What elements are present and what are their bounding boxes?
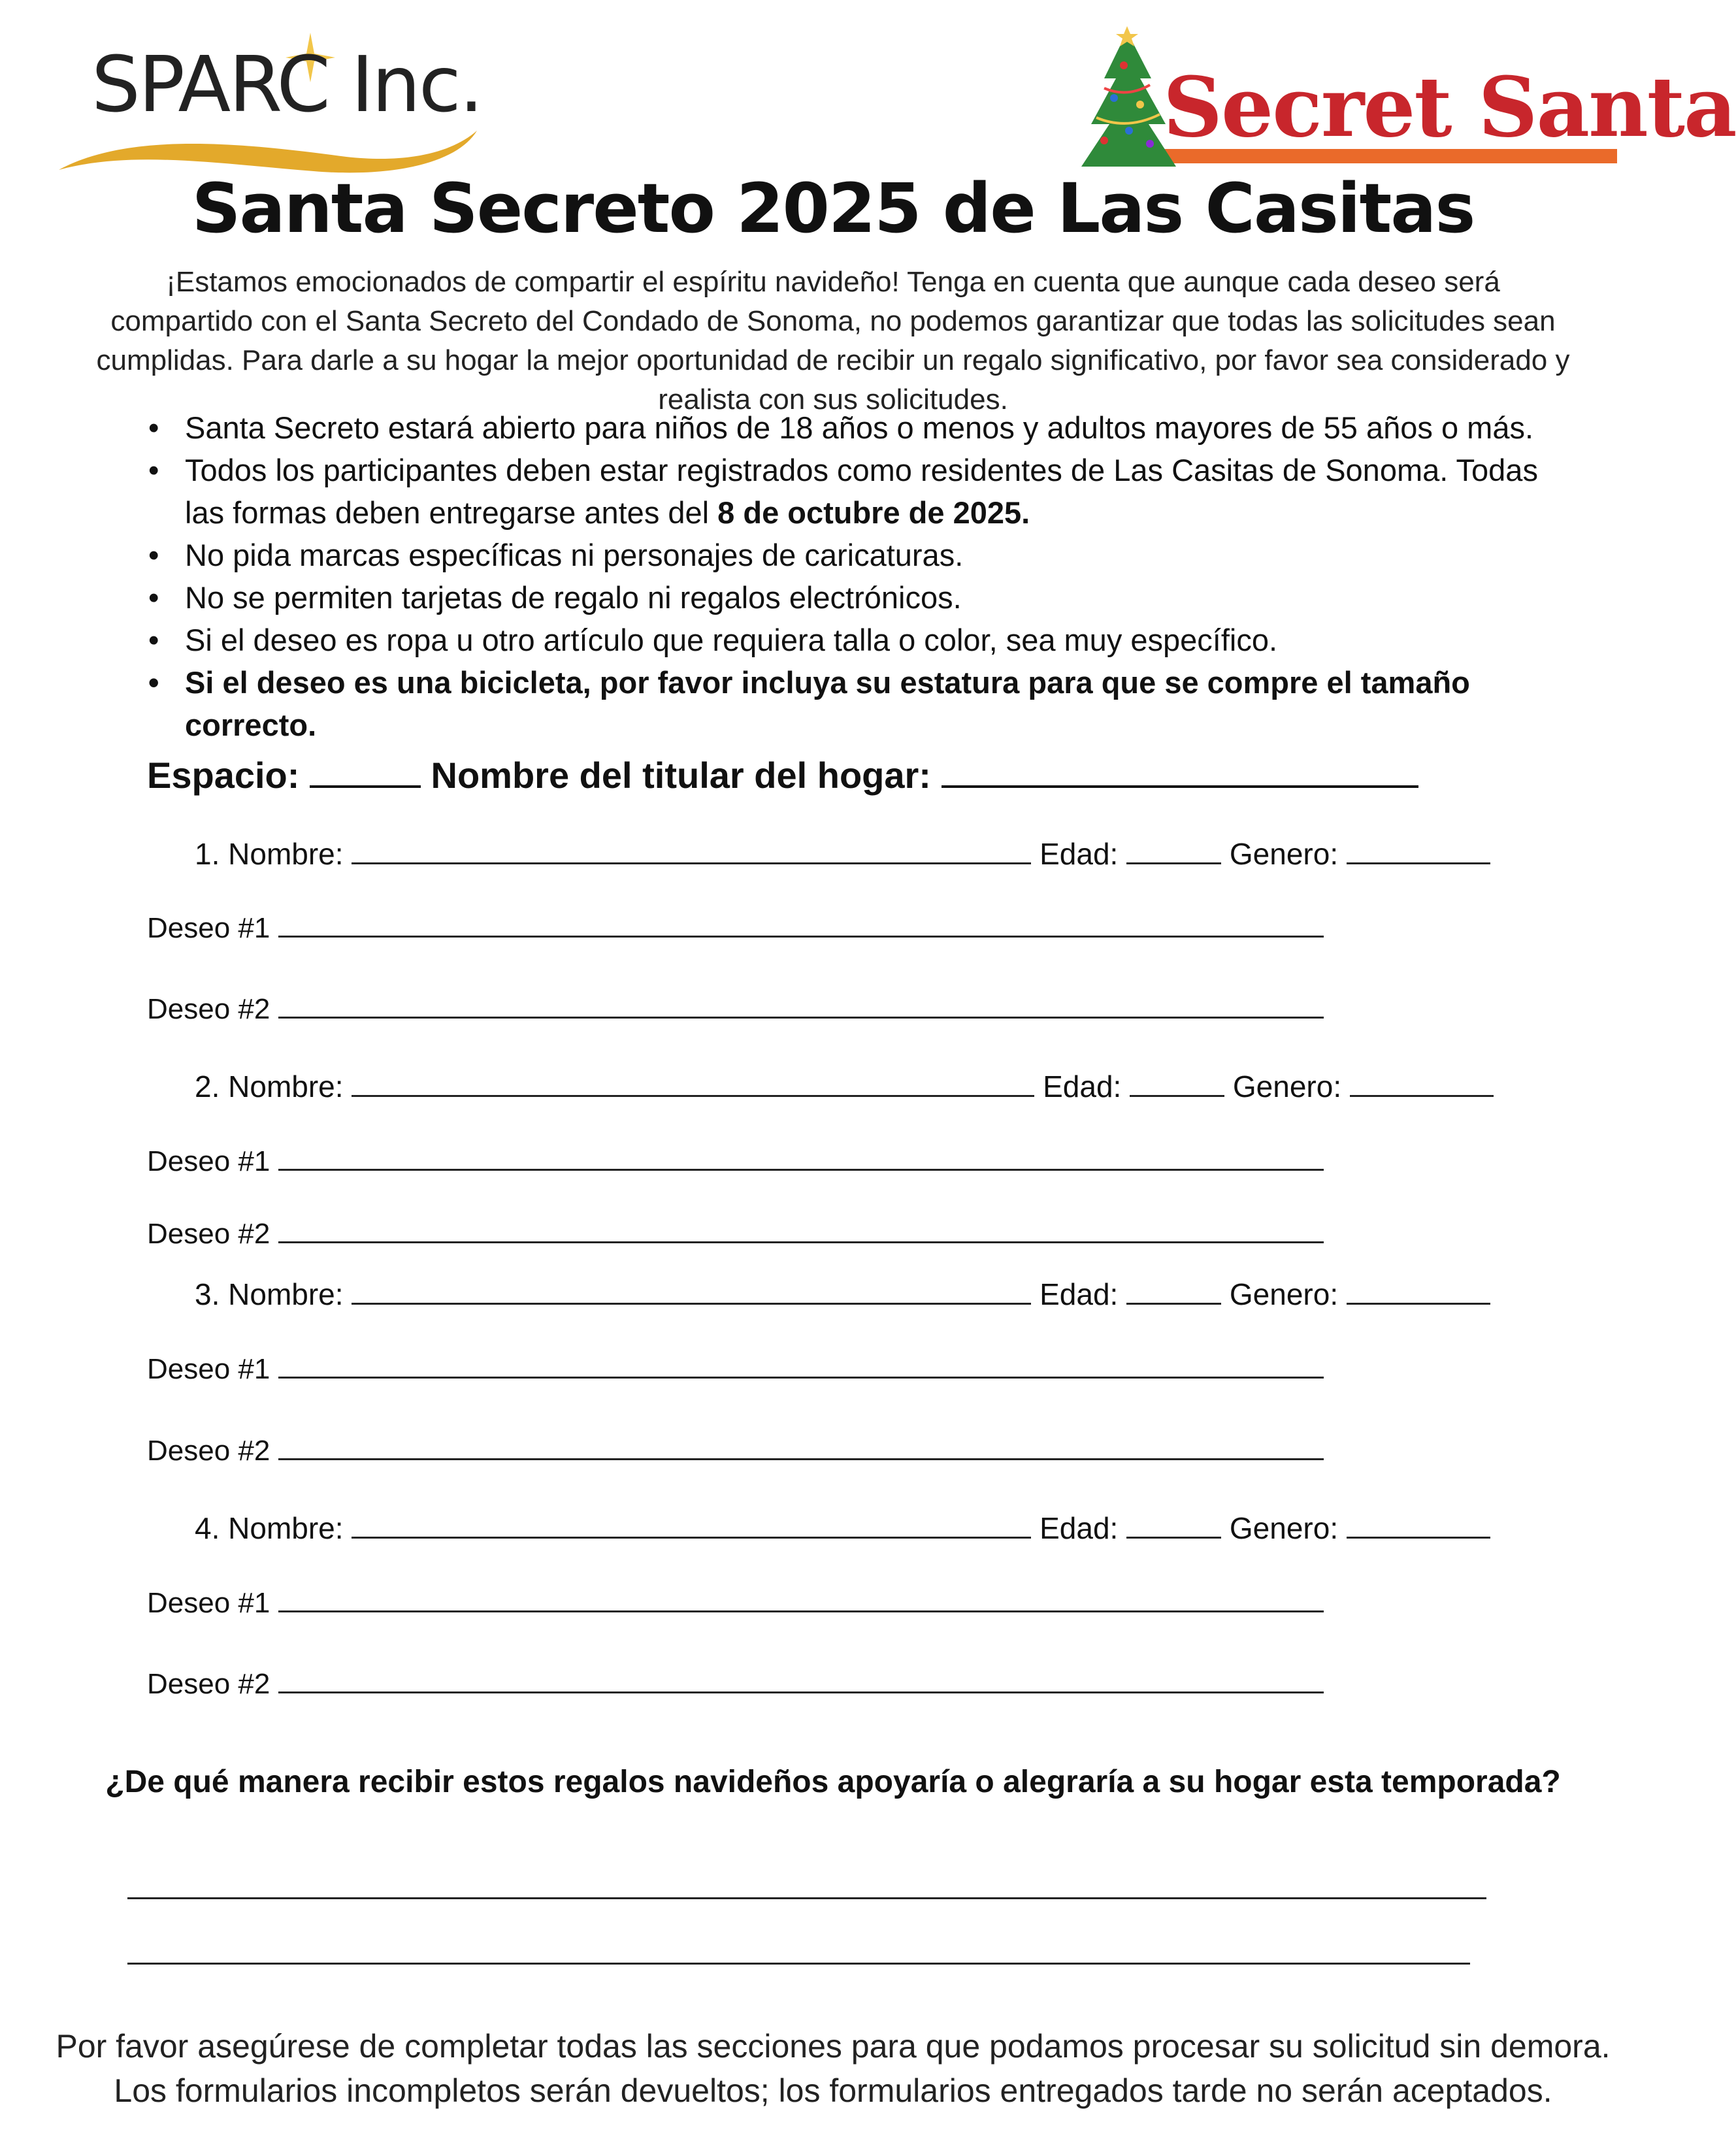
- answer-line-1[interactable]: [127, 1895, 1486, 1899]
- gender-label: Genero:: [1229, 1277, 1339, 1311]
- list-item: [147, 661, 1552, 746]
- holder-label: Nombre del titular del hogar:: [431, 755, 931, 796]
- gender-field[interactable]: [1350, 1066, 1494, 1097]
- wish-2-field[interactable]: [278, 1213, 1324, 1243]
- wish-1-label: Deseo #1: [147, 1145, 270, 1177]
- wish-1-field[interactable]: [278, 1582, 1324, 1612]
- name-field[interactable]: [352, 1066, 1034, 1097]
- wish-row: [147, 988, 1324, 1026]
- rule-text: Si el deseo es ropa u otro artículo que requiera talla o color, sea muy específico.: [185, 623, 1278, 657]
- page-title: Santa Secreto 2025 de Las Casitas: [191, 169, 1475, 248]
- person-number: 4.: [195, 1511, 220, 1545]
- name-label: Nombre:: [228, 1070, 344, 1103]
- age-field[interactable]: [1126, 834, 1221, 864]
- gender-label: Genero:: [1229, 1511, 1339, 1545]
- wish-1-field[interactable]: [278, 1348, 1324, 1379]
- wish-2-label: Deseo #2: [147, 1668, 270, 1700]
- age-label: Edad:: [1040, 837, 1119, 871]
- wish-row: [147, 1140, 1324, 1178]
- list-item: [147, 576, 1552, 619]
- name-label: Nombre:: [228, 837, 344, 871]
- wish-2-field[interactable]: [278, 1429, 1324, 1460]
- secret-santa-logo-text: Secret Santa: [1163, 59, 1736, 155]
- wish-row: [147, 1429, 1324, 1467]
- wish-2-label: Deseo #2: [147, 1435, 270, 1467]
- sparc-logo: [52, 33, 483, 183]
- wish-2-label: Deseo #2: [147, 993, 270, 1025]
- list-item: [147, 619, 1552, 661]
- rule-text: No se permiten tarjetas de regalo ni regalos electrónicos.: [185, 580, 962, 615]
- intro-paragraph: ¡Estamos emocionados de compartir el espíritu navideño! Tenga en cuenta que aunque cada deseo será compartido con el Santa Secreto del Condado de Sonoma, no podemos garantizar que todas las solicitudes sean cumplidas. Para darle a su hogar la mejor oportunidad de recibir un regalo significativo, por favor sea considerado y realista con sus solicitudes.: [96, 266, 1570, 416]
- secret-santa-logo: [1078, 26, 1736, 176]
- wish-row: [147, 907, 1324, 945]
- gender-label: Genero:: [1229, 837, 1339, 871]
- wish-2-field[interactable]: [278, 1663, 1324, 1693]
- wish-row: [147, 1213, 1324, 1250]
- question-heading: ¿De qué manera recibir estos regalos navideños apoyaría o alegraría a su hogar esta temporada?: [105, 1765, 1561, 1799]
- wish-1-label: Deseo #1: [147, 1587, 270, 1619]
- age-field[interactable]: [1126, 1274, 1221, 1305]
- person-number: 2.: [195, 1070, 220, 1103]
- rule-text: No pida marcas específicas ni personajes de caricaturas.: [185, 538, 964, 572]
- person-number: 3.: [195, 1277, 220, 1311]
- age-label: Edad:: [1040, 1277, 1119, 1311]
- age-field[interactable]: [1130, 1066, 1224, 1097]
- gender-field[interactable]: [1347, 1508, 1490, 1539]
- wish-row: [147, 1663, 1324, 1701]
- gender-field[interactable]: [1347, 1274, 1490, 1305]
- wish-2-label: Deseo #2: [147, 1218, 270, 1250]
- list-item: [147, 534, 1552, 576]
- wish-1-label: Deseo #1: [147, 1353, 270, 1385]
- footer-line-1: Por favor asegúrese de completar todas las secciones para que podamos procesar su solicitud sin demora.: [56, 2028, 1611, 2065]
- holder-name-field[interactable]: [942, 750, 1418, 788]
- wish-row: [147, 1582, 1324, 1620]
- wish-1-label: Deseo #1: [147, 912, 270, 944]
- list-item: [147, 449, 1552, 534]
- rule-text: Todos los participantes deben estar registrados como residentes de Las Casitas de Sonoma. Todas las formas deben entregarse antes del: [185, 453, 1538, 530]
- footer-note: [0, 2024, 1666, 2113]
- list-item: [147, 406, 1552, 449]
- rule-text: Si el deseo es una bicicleta, por favor incluya su estatura para que se compre el tamaño correcto.: [185, 665, 1470, 742]
- sparc-logo-text: SPARC Inc.: [91, 39, 482, 129]
- name-label: Nombre:: [228, 1277, 344, 1311]
- age-field[interactable]: [1126, 1508, 1221, 1539]
- gender-field[interactable]: [1347, 834, 1490, 864]
- household-row: [147, 750, 1418, 796]
- person-row: [195, 1508, 1490, 1546]
- person-number: 1.: [195, 837, 220, 871]
- space-field[interactable]: [310, 750, 421, 788]
- name-field[interactable]: [352, 1508, 1031, 1539]
- answer-line-2[interactable]: [127, 1960, 1470, 1965]
- wish-1-field[interactable]: [278, 1140, 1324, 1171]
- wish-1-field[interactable]: [278, 907, 1324, 938]
- name-field[interactable]: [352, 834, 1031, 864]
- deadline-text: 8 de octubre de 2025.: [717, 495, 1030, 530]
- rule-text: Santa Secreto estará abierto para niños de 18 años o menos y adultos mayores de 55 años o más.: [185, 410, 1534, 445]
- rules-list: [147, 406, 1552, 746]
- wish-row: [147, 1348, 1324, 1386]
- age-label: Edad:: [1043, 1070, 1122, 1103]
- space-label: Espacio:: [147, 755, 300, 796]
- wish-2-field[interactable]: [278, 988, 1324, 1019]
- person-row: [195, 834, 1490, 872]
- person-row: [195, 1066, 1494, 1104]
- age-label: Edad:: [1040, 1511, 1119, 1545]
- person-row: [195, 1274, 1490, 1312]
- gender-label: Genero:: [1232, 1070, 1342, 1103]
- name-label: Nombre:: [228, 1511, 344, 1545]
- footer-line-2: Los formularios incompletos serán devueltos; los formularios entregados tarde no serán aceptados.: [114, 2072, 1552, 2109]
- name-field[interactable]: [352, 1274, 1031, 1305]
